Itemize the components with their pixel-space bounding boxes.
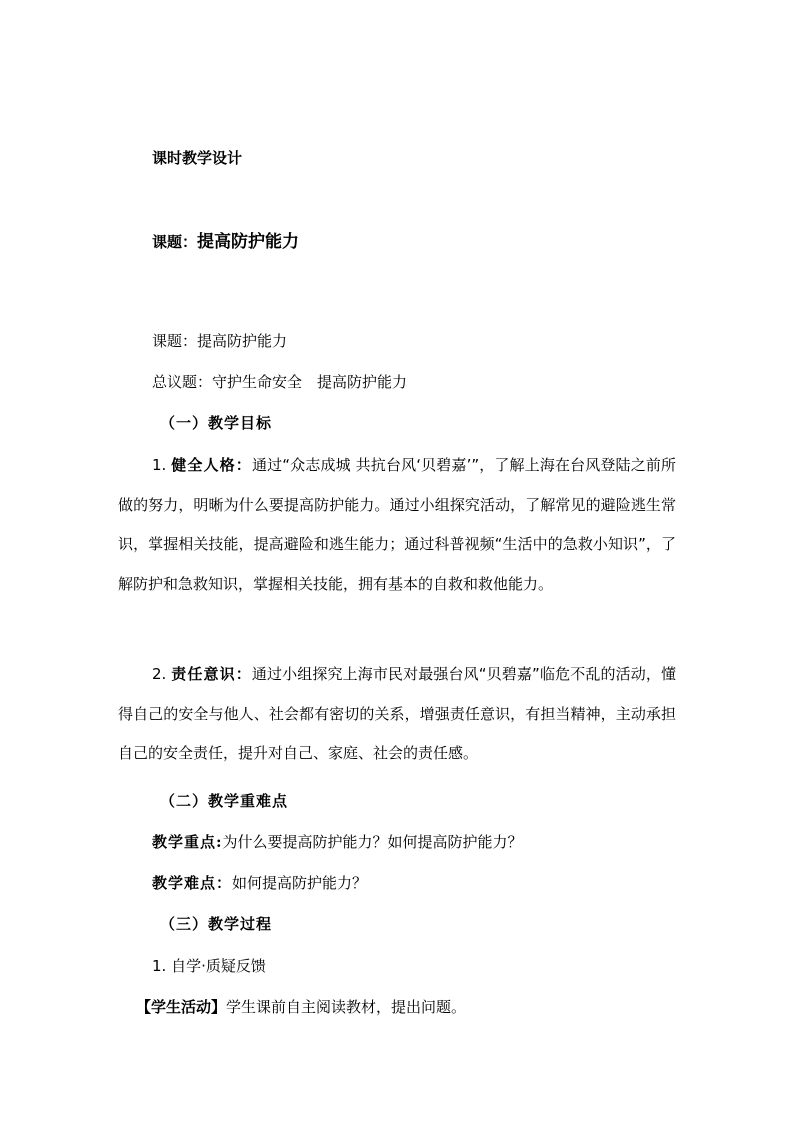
objective-1-text: 通过“众志成城 共抗台风‘贝碧嘉’”，了解上海在台风登陆之前所做的努力，明晰为什么要提高防护能力。通过小组探究活动，了解常见的避险逃生常识，掌握相关技能，提高避险和逃生能力；通过科普视频“生活中的急救小知识”，了解防护和急救知识，掌握相关技能，拥有基本的自救和救他能力。 bbox=[118, 456, 676, 593]
difficult-point-label: 教学难点： bbox=[152, 874, 233, 892]
key-point-text: 为什么要提高防护能力？如何提高防护能力？ bbox=[222, 833, 523, 851]
section-keypoints-heading: （二）教学重难点 bbox=[160, 792, 289, 810]
lesson-title-prefix: 课题： bbox=[152, 233, 198, 251]
objective-1-label: 健全人格： bbox=[171, 456, 252, 474]
student-activity-line bbox=[136, 997, 676, 1017]
section-process-heading: （三）教学过程 bbox=[160, 915, 273, 933]
objective-1-paragraph bbox=[118, 446, 676, 604]
student-activity-text: 学生课前自主阅读教材，提出问题。 bbox=[226, 998, 467, 1016]
objective-2-label: 责任意识： bbox=[171, 665, 252, 683]
difficult-point-line bbox=[152, 873, 692, 893]
section-objectives-heading: （一）教学目标 bbox=[160, 414, 273, 432]
objective-2-paragraph bbox=[118, 655, 676, 774]
lesson-title-text: 提高防护能力 bbox=[197, 232, 300, 252]
objective-1-number: 1. bbox=[152, 456, 167, 474]
student-activity-label: 【学生活动】 bbox=[136, 998, 227, 1016]
key-point-line bbox=[152, 832, 692, 852]
objective-2-text: 通过小组探究上海市民对最强台风“贝碧嘉”临危不乱的活动，懂得自己的安全与他人、社会都有密切的关系，增强责任意识，有担当精神，主动承担自己的安全责任，提升对自己、家庭、社会的责任感。 bbox=[118, 665, 676, 762]
document-heading: 课时教学设计 bbox=[152, 149, 243, 167]
process-step-1: 1. 自学·质疑反馈 bbox=[152, 957, 266, 975]
topic-line: 课题：提高防护能力 bbox=[152, 332, 288, 350]
key-point-label: 教学重点: bbox=[152, 833, 223, 851]
lesson-title bbox=[152, 230, 692, 254]
overall-topic-line: 总议题：守护生命安全 提高防护能力 bbox=[152, 373, 408, 391]
difficult-point-text: 如何提高防护能力？ bbox=[232, 874, 368, 892]
objective-2-number: 2. bbox=[152, 665, 167, 683]
